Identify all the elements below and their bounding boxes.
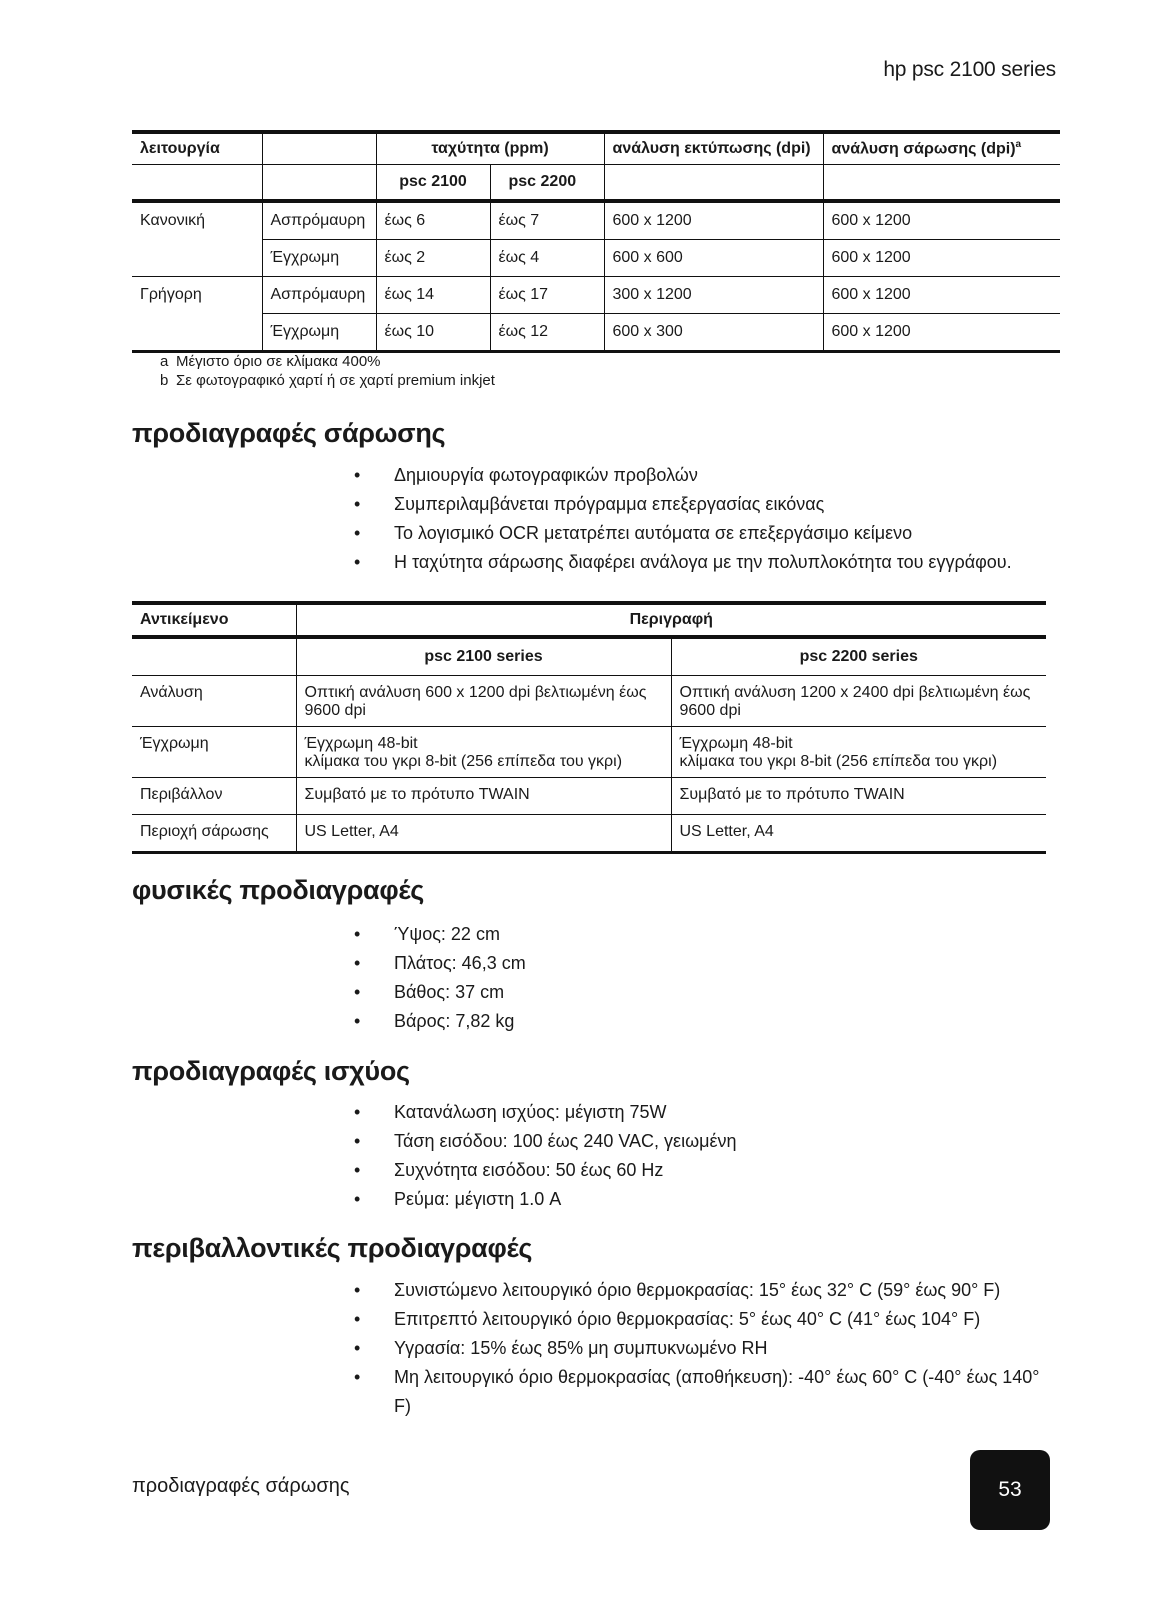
cell-speed-a: έως 6 [376, 201, 490, 240]
cell-model-b [671, 676, 1046, 727]
cell-line: Έγχρωμη 48-bit [679, 735, 793, 752]
table-row [132, 240, 1060, 277]
cell-mode: Κανονική [140, 212, 206, 230]
bullet-dot: • [354, 465, 361, 485]
cell-model-b [671, 815, 1046, 853]
header-description: Περιγραφή [296, 603, 1046, 637]
cell-line: Έγχρωμη 48-bit [304, 735, 418, 752]
bullet-text: Βάρος: 7,82 kg [394, 1011, 515, 1031]
bullet-dot: • [354, 924, 361, 944]
header-model-2200-series: psc 2200 series [671, 637, 1046, 676]
bullet-text: Η ταχύτητα σάρωσης διαφέρει ανάλογα με την πολυπλοκότητα του εγγράφου. [394, 552, 1012, 572]
cell-print: 600 x 1200 [604, 201, 823, 240]
bullet-item [354, 949, 526, 978]
env-section-title: περιβαλλοντικές προδιαγραφές [132, 1233, 533, 1263]
bullet-dot: • [354, 1367, 361, 1387]
cell-line: Συμβατό με το πρότυπο TWAIN [679, 786, 905, 803]
power-section-title: προδιαγραφές ισχύος [132, 1056, 410, 1086]
page-number: 53 [970, 1450, 1050, 1530]
cell-speed-a: έως 14 [376, 277, 490, 314]
cell-line: κλίμακα του γκρι 8-bit (256 επίπεδα του γκρι) [679, 753, 998, 770]
bullet-dot: • [354, 1309, 361, 1329]
bullet-item [354, 1007, 526, 1036]
header-speed: ταχύτητα (ppm) [376, 132, 604, 165]
print-speed-table [132, 130, 1060, 353]
bullet-item [354, 920, 526, 949]
cell-model-a [296, 727, 671, 778]
bullet-item [354, 1334, 1054, 1363]
header-model-2100-series: psc 2100 series [296, 637, 671, 676]
table-footnotes [160, 352, 495, 390]
bullet-item [354, 1185, 737, 1214]
bullet-dot: • [354, 953, 361, 973]
bullet-text: Ρεύμα: μέγιστη 1.0 A [394, 1189, 562, 1209]
bullet-item [354, 1305, 1054, 1334]
bullet-item [354, 1276, 1054, 1305]
table-row [132, 778, 1046, 815]
bullet-text: Ύψος: 22 cm [394, 924, 500, 944]
bullet-dot: • [354, 552, 361, 572]
bullet-dot: • [354, 1280, 361, 1300]
bullet-dot: • [354, 1011, 361, 1031]
bullet-item [354, 1098, 737, 1127]
cell-speed-b: έως 17 [490, 277, 604, 314]
footnote-mark: a [160, 353, 169, 370]
cell-color: Ασπρόμαυρη [262, 201, 376, 240]
cell-item: Ανάλυση [132, 676, 296, 727]
cell-speed-b: έως 4 [490, 240, 604, 277]
cell-print: 300 x 1200 [604, 277, 823, 314]
footnote-mark: a [1015, 139, 1022, 151]
cell-line: 9600 dpi [304, 702, 366, 719]
power-bullet-list [354, 1098, 737, 1214]
bullet-text: Μη λειτουργικό όριο θερμοκρασίας (αποθήκευση): -40° έως 60° C (-40° έως 140° F) [394, 1367, 1040, 1416]
cell-scan: 600 x 1200 [823, 240, 1060, 277]
bullet-dot: • [354, 1102, 361, 1122]
cell-mode [132, 240, 262, 277]
header-print-res: ανάλυση εκτύπωσης (dpi) [604, 132, 823, 165]
header-item: Αντικείμενο [132, 603, 296, 637]
footer-section-name: προδιαγραφές σάρωσης [132, 1475, 350, 1497]
footnote-text: Σε φωτογραφικό χαρτί ή σε χαρτί premium inkjet [176, 372, 495, 389]
header-model-2200: psc 2200 [490, 165, 604, 202]
cell-line: 9600 dpi [679, 702, 741, 719]
running-header: hp psc 2100 series [883, 58, 1056, 81]
footnote-mark: b [160, 372, 169, 389]
cell-line: Οπτική ανάλυση 1200 x 2400 dpi βελτιωμένη έως [679, 684, 1031, 701]
cell-speed-a: έως 10 [376, 314, 490, 352]
table-row [132, 277, 1060, 314]
bullet-text: Επιτρεπτό λειτουργικό όριο θερμοκρασίας: 5° έως 40° C (41° έως 104° F) [394, 1309, 981, 1329]
header-function: λειτουργία [132, 132, 262, 165]
cell-mode: Γρήγορη [140, 286, 202, 304]
cell-item: Περιβάλλον [132, 778, 296, 815]
table-row [132, 676, 1046, 727]
cell-model-a [296, 676, 671, 727]
bullet-dot: • [354, 1189, 361, 1209]
bullet-text: Τάση εισόδου: 100 έως 240 VAC, γειωμένη [394, 1131, 737, 1151]
cell-color: Έγχρωμη [262, 240, 376, 277]
cell-line: κλίμακα του γκρι 8-bit (256 επίπεδα του γκρι) [304, 753, 623, 770]
bullet-dot: • [354, 1160, 361, 1180]
header-scan-res: ανάλυση σάρωσης (dpi)$^a$ [823, 132, 1060, 165]
table-row [132, 314, 1060, 352]
bullet-dot: • [354, 1131, 361, 1151]
cell-model-b [671, 778, 1046, 815]
physical-section-title: φυσικές προδιαγραφές [132, 875, 424, 905]
bullet-item [354, 1363, 1054, 1421]
cell-print: 600 x 300 [604, 314, 823, 352]
cell-item: Έγχρωμη [132, 727, 296, 778]
cell-model-a [296, 778, 671, 815]
bullet-item [354, 1156, 737, 1185]
scan-bullet-list [354, 461, 1012, 577]
cell-speed-b: έως 12 [490, 314, 604, 352]
bullet-dot: • [354, 494, 361, 514]
cell-color: Έγχρωμη [262, 314, 376, 352]
bullet-text: Κατανάλωση ισχύος: μέγιστη 75W [394, 1102, 667, 1122]
footnote-text: Μέγιστο όριο σε κλίμακα 400% [176, 353, 381, 370]
physical-bullet-list [354, 920, 526, 1036]
scan-section-title: προδιαγραφές σάρωσης [132, 418, 446, 448]
scan-spec-table [132, 601, 1046, 854]
cell-mode [132, 314, 262, 352]
header-model-2100: psc 2100 [376, 165, 490, 202]
bullet-dot: • [354, 1338, 361, 1358]
bullet-text: Συχνότητα εισόδου: 50 έως 60 Hz [394, 1160, 664, 1180]
bullet-item [354, 548, 1012, 577]
cell-line: US Letter, A4 [304, 823, 399, 840]
bullet-item [354, 519, 1012, 548]
table-row [132, 727, 1046, 778]
cell-line: Οπτική ανάλυση 600 x 1200 dpi βελτιωμένη έως [304, 684, 647, 701]
bullet-item [354, 1127, 737, 1156]
cell-scan: 600 x 1200 [823, 277, 1060, 314]
cell-print: 600 x 600 [604, 240, 823, 277]
bullet-item [354, 978, 526, 1007]
cell-line: US Letter, A4 [679, 823, 774, 840]
bullet-text: Συμπεριλαμβάνεται πρόγραμμα επεξεργασίας εικόνας [394, 494, 825, 514]
bullet-text: Υγρασία: 15% έως 85% μη συμπυκνωμένο RH [394, 1338, 768, 1358]
bullet-text: Το λογισμικό OCR μετατρέπει αυτόματα σε επεξεργάσιμο κείμενο [394, 523, 913, 543]
cell-line: Συμβατό με το πρότυπο TWAIN [304, 786, 530, 803]
cell-model-a [296, 815, 671, 853]
bullet-text: Συνιστώμενο λειτουργικό όριο θερμοκρασίας: 15° έως 32° C (59° έως 90° F) [394, 1280, 1001, 1300]
env-bullet-list [354, 1276, 1054, 1421]
bullet-text: Δημιουργία φωτογραφικών προβολών [394, 465, 698, 485]
bullet-item [354, 490, 1012, 519]
cell-color: Ασπρόμαυρη [262, 277, 376, 314]
cell-scan: 600 x 1200 [823, 314, 1060, 352]
cell-model-b [671, 727, 1046, 778]
bullet-text: Πλάτος: 46,3 cm [394, 953, 526, 973]
bullet-item [354, 461, 1012, 490]
cell-item: Περιοχή σάρωσης [132, 815, 296, 853]
cell-scan: 600 x 1200 [823, 201, 1060, 240]
bullet-dot: • [354, 523, 361, 543]
bullet-text: Βάθος: 37 cm [394, 982, 505, 1002]
cell-speed-b: έως 7 [490, 201, 604, 240]
cell-speed-a: έως 2 [376, 240, 490, 277]
table-row [132, 815, 1046, 853]
bullet-dot: • [354, 982, 361, 1002]
table-row [132, 201, 1060, 240]
